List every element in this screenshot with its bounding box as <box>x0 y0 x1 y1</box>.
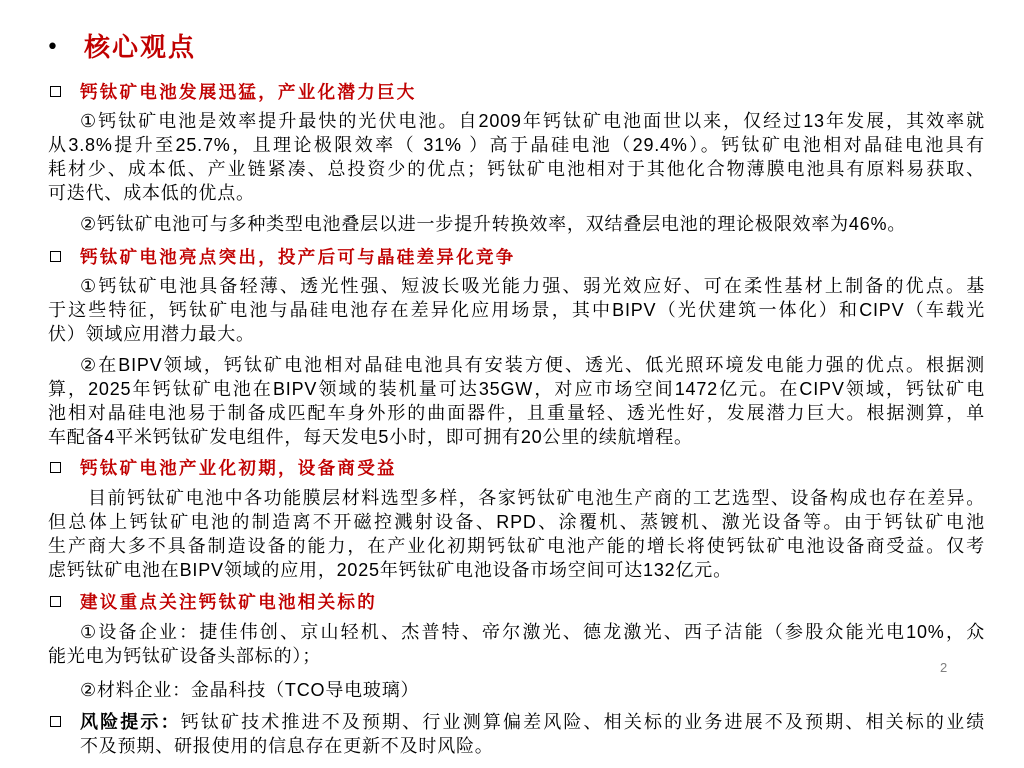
risk-note <box>48 710 985 758</box>
paragraph-line: ②材料企业：金晶科技（TCO导电玻璃） <box>80 680 420 700</box>
paragraph-line: 耗材少、成本低、产业链紧凑、总投资少的优点；钙钛矿电池相对于其他化合物薄膜电池具有原料易获取、 <box>48 159 985 179</box>
paragraph <box>48 274 985 346</box>
section-heading <box>48 456 985 480</box>
section-heading-text: 钙钛矿电池发展迅猛，产业化潜力巨大 <box>80 82 417 102</box>
paragraph-line: ①钙钛矿电池具备轻薄、透光性强、短波长吸光能力强、弱光效应好、可在柔性基材上制备的优点。基 <box>80 276 985 296</box>
paragraph-line: 不及预期、研报使用的信息存在更新不及时风险。 <box>80 736 494 756</box>
risk-label: 风险提示： <box>80 712 181 732</box>
page-number: 2 <box>940 660 948 675</box>
square-bullet-icon <box>50 462 61 473</box>
section-heading <box>48 590 985 614</box>
paragraph-line <box>48 710 985 734</box>
paragraph <box>48 486 985 582</box>
paragraph-line: 可迭代、成本低的优点。 <box>48 183 255 203</box>
paragraph-line: ①设备企业：捷佳伟创、京山轻机、杰普特、帝尔激光、德龙激光、西子洁能（参股众能光电10%，众 <box>80 622 985 642</box>
paragraph-line: 池相对晶硅电池易于制备成匹配车身外形的曲面器件，且重量轻、透光性好，发展潜力巨大。根据测算，单 <box>48 403 985 423</box>
paragraph-line: ①钙钛矿电池是效率提升最快的光伏电池。自2009年钙钛矿电池面世以来，仅经过13年发展，其效率就 <box>80 111 985 131</box>
paragraph-line: 于这些特征，钙钛矿电池与晶硅电池存在差异化应用场景，其中BIPV（光伏建筑一体化）和CIPV（车载光 <box>48 300 985 320</box>
paragraph <box>48 212 985 236</box>
square-bullet-icon <box>50 251 61 262</box>
section-heading <box>48 80 985 104</box>
section-heading <box>48 245 985 269</box>
square-bullet-icon <box>50 716 61 727</box>
paragraph-line: 虑钙钛矿电池在BIPV领域的应用，2025年钙钛矿电池设备市场空间可达132亿元。 <box>48 560 732 580</box>
paragraph <box>48 678 985 702</box>
section-heading-text: 建议重点关注钙钛矿电池相关标的 <box>80 592 377 612</box>
square-bullet-icon <box>50 596 61 607</box>
paragraph-line: 伏）领域应用潜力最大。 <box>48 324 255 344</box>
section-heading-text: 钙钛矿电池产业化初期，设备商受益 <box>80 458 397 478</box>
paragraph <box>48 620 985 668</box>
paragraph-line: ②在BIPV领域，钙钛矿电池相对晶硅电池具有安装方便、透光、低光照环境发电能力强的优点。根据测 <box>80 355 985 375</box>
section-heading-text: 钙钛矿电池亮点突出，投产后可与晶硅差异化竞争 <box>80 247 516 267</box>
page-title: 核心观点 <box>84 33 197 63</box>
paragraph-line: 车配备4平米钙钛矿发电组件，每天发电5小时，即可拥有20公里的续航增程。 <box>48 427 693 447</box>
bullet-icon: • <box>46 35 59 60</box>
paragraph-line: 算，2025年钙钛矿电池在BIPV领域的装机量可达35GW，对应市场空间1472亿元。在CIPV领域，钙钛矿电 <box>48 379 985 399</box>
paragraph-line: 目前钙钛矿电池中各功能膜层材料选型多样，各家钙钛矿电池生产商的工艺选型、设备构成也存在差异。 <box>88 488 985 508</box>
risk-text: 钙钛矿技术推进不及预期、行业测算偏差风险、相关标的业务进展不及预期、相关标的业绩 <box>180 712 985 732</box>
paragraph-line: 生产商大多不具备制造设备的能力，在产业化初期钙钛矿电池产能的增长将使钙钛矿电池设备商受益。仅考 <box>48 536 985 556</box>
paragraph-line: 从3.8%提升至25.7%，且理论极限效率（ 31% ）高于晶硅电池（29.4%）。钙钛矿电池相对晶硅电池具有 <box>48 135 985 155</box>
square-bullet-icon <box>50 86 61 97</box>
paragraph-line: ②钙钛矿电池可与多种类型电池叠层以进一步提升转换效率，双结叠层电池的理论极限效率为46%。 <box>80 214 907 234</box>
paragraph-line: 能光电为钙钛矿设备头部标的）； <box>48 646 321 666</box>
paragraph <box>48 109 985 205</box>
paragraph-line: 但总体上钙钛矿电池的制造离不开磁控溅射设备、RPD、涂覆机、蒸镀机、激光设备等。由于钙钛矿电池 <box>48 512 985 532</box>
paragraph <box>48 353 985 449</box>
